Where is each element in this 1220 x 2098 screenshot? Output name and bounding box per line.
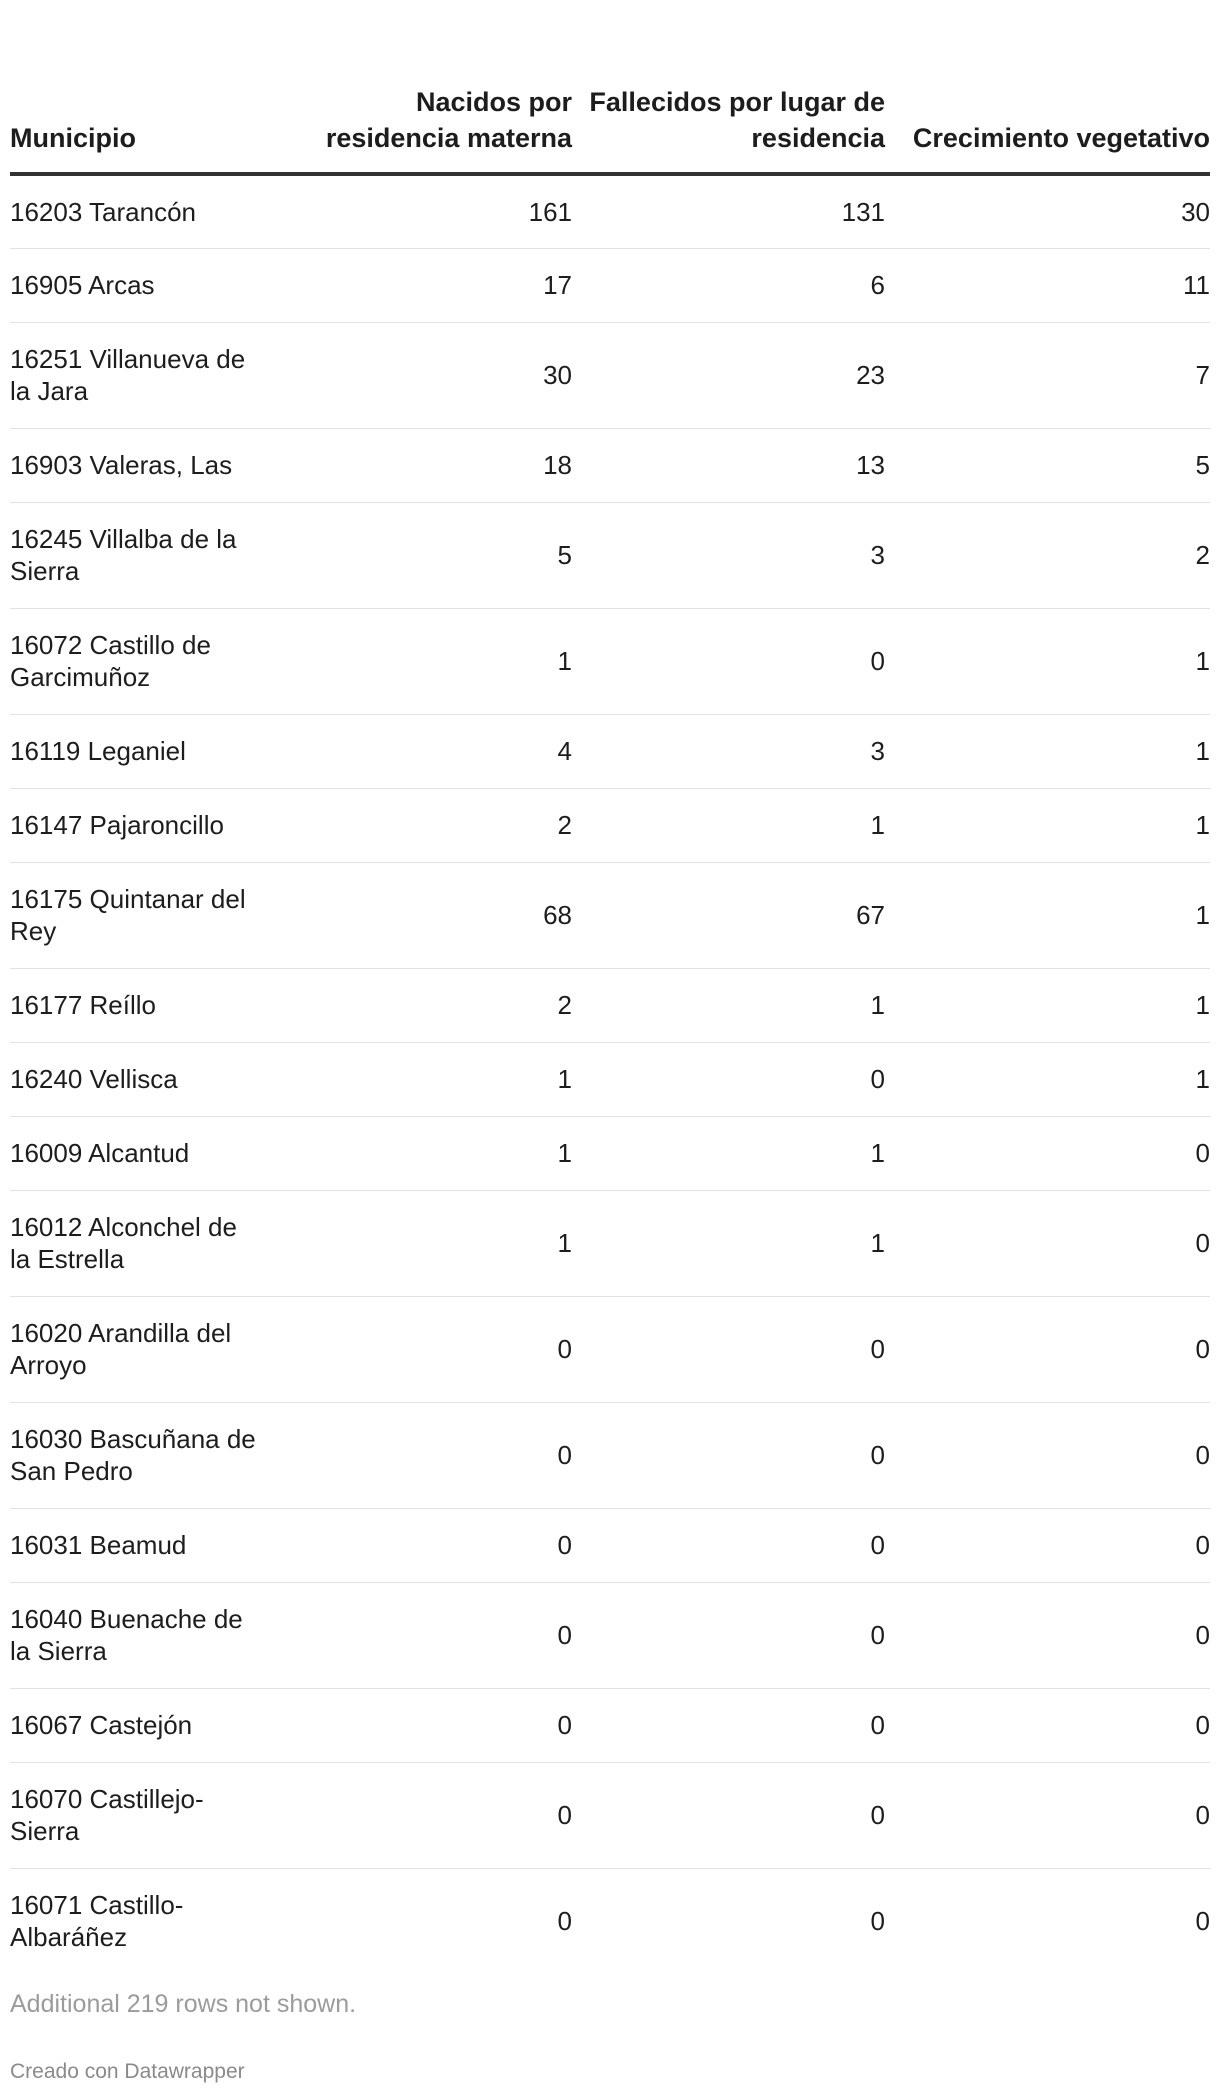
table-row [10,248,1210,322]
cell-nacidos: 2 [298,968,572,1042]
cell-fallecidos: 67 [572,862,885,968]
table-row [10,1402,1210,1508]
table-body [10,174,1210,1974]
column-header-crecimiento[interactable]: Crecimiento vegetativo [885,38,1210,174]
municipio-label: 16147 Pajaroncillo [10,810,224,840]
municipio-label: 16071 Castillo-Albaráñez [10,1890,184,1953]
cell-crecimiento: 11 [885,248,1210,322]
cell-municipio [10,1116,298,1190]
cell-nacidos: 1 [298,1042,572,1116]
cell-crecimiento: 0 [885,1508,1210,1582]
cell-municipio [10,1688,298,1762]
municipio-label: 16251 Villanueva de la Jara [10,344,246,406]
table-row [10,1190,1210,1296]
cell-crecimiento: 30 [885,174,1210,248]
municipio-label: 16245 Villalba de la Sierra [10,524,237,586]
cell-fallecidos: 0 [572,1688,885,1762]
cell-crecimiento: 0 [885,1582,1210,1688]
cell-crecimiento: 7 [885,322,1210,428]
cell-fallecidos: 6 [572,248,885,322]
cell-fallecidos: 1 [572,1190,885,1296]
cell-fallecidos: 3 [572,714,885,788]
cell-fallecidos: 1 [572,788,885,862]
table-row [10,428,1210,502]
cell-crecimiento: 1 [885,788,1210,862]
table-row [10,1296,1210,1402]
cell-municipio [10,862,298,968]
table-row [10,1508,1210,1582]
table-row [10,968,1210,1042]
cell-fallecidos: 131 [572,174,885,248]
municipio-label: 16040 Buenache de la Sierra [10,1604,243,1666]
municipio-label: 16240 Vellisca [10,1064,178,1094]
cell-nacidos: 0 [298,1508,572,1582]
table-row [10,1762,1210,1868]
credit-link[interactable]: Creado con Datawrapper [10,2060,245,2083]
cell-crecimiento: 0 [885,1762,1210,1868]
table-row [10,322,1210,428]
cell-nacidos: 17 [298,248,572,322]
cell-nacidos: 161 [298,174,572,248]
cell-municipio [10,428,298,502]
cell-municipio [10,322,298,428]
cell-nacidos: 2 [298,788,572,862]
cell-fallecidos: 1 [572,1116,885,1190]
table-row [10,608,1210,714]
municipio-label: 16175 Quintanar del Rey [10,884,246,946]
municipio-label: 16020 Arandilla del Arroyo [10,1318,232,1380]
table-notes: Additional 219 rows not shown. [10,1990,357,2018]
cell-nacidos: 0 [298,1762,572,1868]
municipio-label: 16177 Reíllo [10,990,156,1020]
cell-fallecidos: 0 [572,1296,885,1402]
cell-nacidos: 30 [298,322,572,428]
municipio-label: 16012 Alconchel de la Estrella [10,1212,237,1274]
column-header-fallecidos[interactable]: Fallecidos por lugar de residencia [572,38,885,174]
municipio-label: 16903 Valeras, Las [10,450,233,480]
cell-municipio [10,1296,298,1402]
cell-nacidos: 4 [298,714,572,788]
cell-municipio [10,968,298,1042]
cell-fallecidos: 0 [870,1906,885,1937]
cell-crecimiento: 0 [885,1296,1210,1402]
cell-nacidos: 0 [298,1402,572,1508]
column-header-nacidos[interactable]: Nacidos por residencia materna [298,38,572,174]
municipio-label: 16203 Tarancón [10,196,197,227]
cell-municipio [10,1868,298,1974]
cell-crecimiento: 1 [885,862,1210,968]
municipio-label: 16119 Leganiel [10,736,186,766]
table-row [10,862,1210,968]
cell-municipio [10,1582,298,1688]
cell-municipio [10,248,298,322]
cell-municipio [10,502,298,608]
cell-fallecidos: 0 [572,1508,885,1582]
cell-crecimiento: 0 [1195,1906,1210,1937]
cell-fallecidos: 0 [572,608,885,714]
cell-crecimiento: 0 [885,1190,1210,1296]
cell-municipio [10,788,298,862]
cell-municipio [10,1402,298,1508]
cell-fallecidos: 0 [572,1042,885,1116]
municipio-label: 16031 Beamud [10,1530,187,1560]
table-row [10,1116,1210,1190]
cell-nacidos: 1 [298,608,572,714]
table-header [10,38,1210,174]
cell-municipio [10,608,298,714]
cell-municipio [10,1508,298,1582]
cell-fallecidos: 0 [572,1402,885,1508]
cell-crecimiento: 1 [885,608,1210,714]
cell-crecimiento: 1 [885,968,1210,1042]
cell-fallecidos: 13 [572,428,885,502]
municipio-label: 16030 Bascuñana de San Pedro [10,1424,256,1486]
cell-fallecidos: 3 [572,502,885,608]
table-row [10,714,1210,788]
cell-nacidos: 18 [298,428,572,502]
cell-crecimiento: 0 [885,1688,1210,1762]
cell-municipio [10,1190,298,1296]
cell-nacidos: 1 [298,1190,572,1296]
table-row [10,788,1210,862]
cell-crecimiento: 0 [885,1116,1210,1190]
cell-nacidos: 5 [298,502,572,608]
cell-municipio [10,174,298,248]
cell-fallecidos: 23 [572,322,885,428]
municipio-label: 16009 Alcantud [10,1138,190,1168]
table-row [10,1582,1210,1688]
cell-fallecidos: 0 [572,1582,885,1688]
cell-nacidos: 0 [557,1906,572,1937]
cell-crecimiento: 1 [885,714,1210,788]
table-row [10,174,1210,248]
table-row [10,1688,1210,1762]
cell-crecimiento: 2 [885,502,1210,608]
cell-fallecidos: 1 [572,968,885,1042]
data-table [10,38,1210,1974]
table-row [10,1042,1210,1116]
cell-crecimiento: 1 [885,1042,1210,1116]
cell-municipio [10,1762,298,1868]
column-header-municipio[interactable]: Municipio [10,38,298,174]
cell-fallecidos: 0 [572,1762,885,1868]
cell-nacidos: 68 [298,862,572,968]
cell-municipio [10,1042,298,1116]
cell-crecimiento: 0 [885,1402,1210,1508]
cell-nacidos: 1 [298,1116,572,1190]
cell-nacidos: 0 [298,1296,572,1402]
municipio-label: 16067 Castejón [10,1710,193,1740]
cell-municipio [10,714,298,788]
municipio-label: 16072 Castillo de Garcimuñoz [10,630,211,692]
table-row [10,1868,1210,1974]
municipio-label: 16070 Castillejo-Sierra [10,1784,204,1846]
table-row [10,502,1210,608]
cell-nacidos: 0 [298,1582,572,1688]
cell-nacidos: 0 [298,1688,572,1762]
cell-crecimiento: 5 [885,428,1210,502]
municipio-label: 16905 Arcas [10,270,155,300]
header-row [10,38,1210,174]
